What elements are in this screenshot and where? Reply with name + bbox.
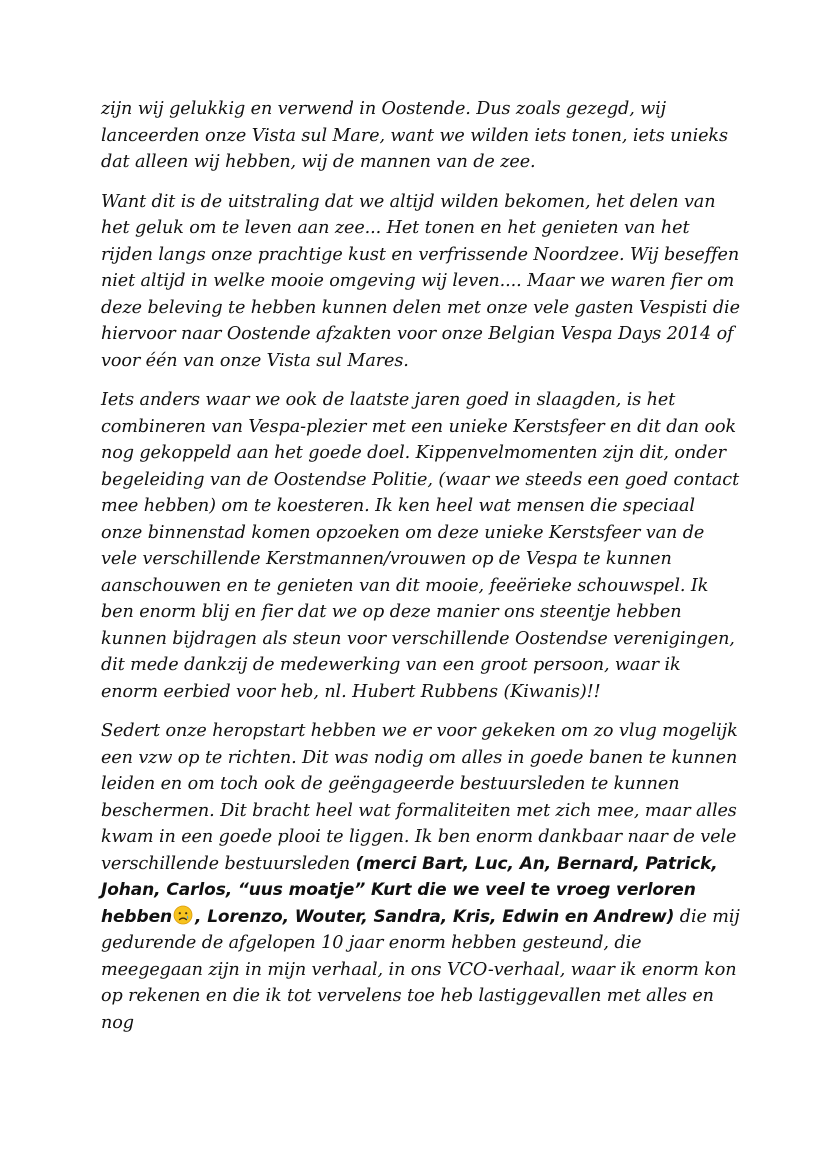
board-members-thanks-end: , Lorenzo, Wouter, Sandra, Kris, Edwin en Andrew) [195,906,675,927]
board-members-thanks: (merci Bart, Luc, An, Bernard, Patrick, Johan, Carlos, “uus moatje” Kurt die we veel te vroeg verloren hebben [101,853,718,927]
paragraph-4 [101,718,741,1036]
paragraph-2: Want dit is de uitstraling dat we altijd wilden bekomen, het delen van het geluk om te leven aan zee... Het tonen en het genieten van het rijden langs onze prachtige kust en verfrissende Noordzee. Wij beseffen niet altijd in welke mooie omgeving wij leven.... Maar we waren fier om deze beleving te hebben kunnen delen met onze vele gasten Vespisti die hiervoor naar Oostende afzakten voor onze Belgian Vespa Days 2014 of voor één van onze Vista sul Mares. [101,191,740,371]
paragraph-4-outro: die mij gedurende de afgelopen 10 jaar enorm hebben gesteund, die meegegaan zijn in mijn verhaal, in ons VCO-verhaal, waar ik enorm kon op rekenen en die ik tot vervelens toe heb lastiggevallen met alles en nog [101,906,740,1033]
crying-face-icon [173,905,193,925]
paragraph-1: zijn wij gelukkig en verwend in Oostende. Dus zoals gezegd, wij lanceerden onze Vista sul Mare, want we wilden iets tonen, iets unieks dat alleen wij hebben, wij de mannen van de zee. [101,99,728,172]
paragraph-3: Iets anders waar we ook de laatste jaren goed in slaagden, is het combineren van Vespa-plezier met een unieke Kerstsfeer en dit dan ook nog gekoppeld aan het goede doel. Kippenvelmomenten zijn dit, onder begeleiding van de Oostendse Politie, (waar we steeds een goed contact mee hebben) om te koesteren. Ik ken heel wat mensen die speciaal onze binnenstad komen opzoeken om deze unieke Kerstsfeer van de vele verschillende Kerstmannen/vrouwen op de Vespa te kunnen aanschouwen en te genieten van dit mooie, feeërieke schouwspel. Ik ben enorm blij en fier dat we op deze manier ons steentje hebben kunnen bijdragen als steun voor verschillende Oostendse verenigingen, dit mede dankzij de medewerking van een groot persoon, waar ik enorm eerbied voor heb, nl. Hubert Rubbens (Kiwanis)!! [101,390,740,702]
document-body [101,96,741,1049]
paragraph-4-intro: Sedert onze heropstart hebben we er voor gekeken om zo vlug mogelijk een vzw op te richten. Dit was nodig om alles in goede banen te kunnen leiden en om toch ook de geëngageerde bestuursleden te kunnen beschermen. Dit bracht heel wat formaliteiten met zich mee, maar alles kwam in een goede plooi te liggen. Ik ben enorm dankbaar naar de vele verschillende bestuursleden [101,721,738,874]
